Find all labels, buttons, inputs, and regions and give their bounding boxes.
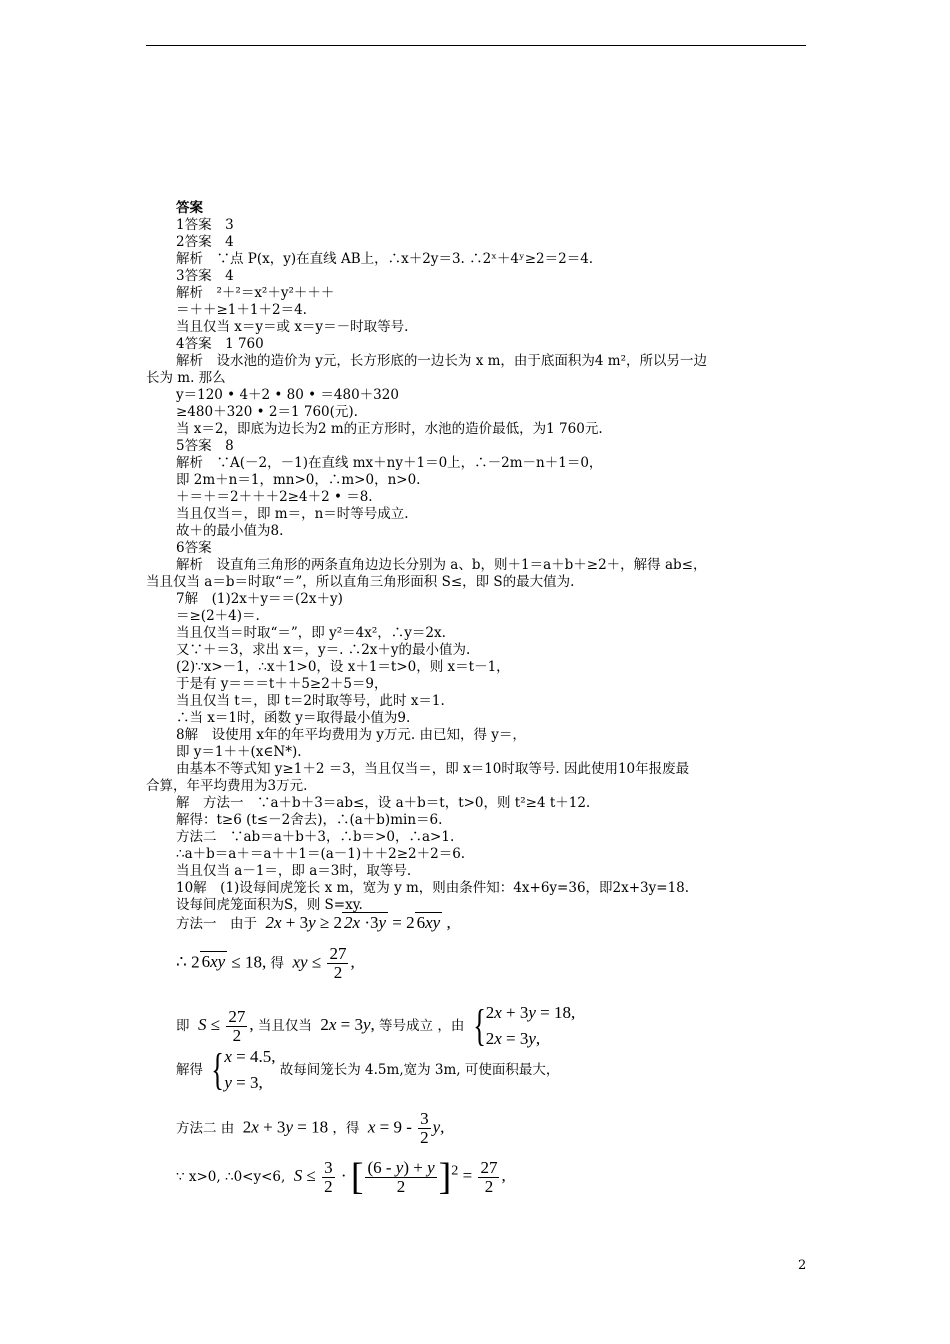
text-line: 2答案 4 (176, 234, 234, 250)
text-line: ≥480＋320 • 2＝1 760(元). (176, 404, 358, 420)
math-final: ∵ x>0, ∴0<y<6, S ≤ $\frac{3}{2}$ · [ $\frac{(6 - y) + y}{2}$ ]$^2$ = $\frac{27}{2}$ , (176, 1156, 506, 1198)
text-line: 解析 ∵点 P(x，y)在直线 AB上，∴x＋2y＝3. ∴2ˣ＋4ʸ≥2＝2＝4. (176, 251, 594, 267)
text-line: 5答案 8 (176, 438, 234, 454)
text-line: ＝＋＋≥1＋1＋2＝4. (176, 302, 307, 318)
text-line: ＝≥(2＋4)＝. (176, 608, 260, 624)
text-line: 7解 (1)2x＋y＝＝(2x＋y) (176, 591, 343, 607)
header-rule (146, 45, 806, 46)
text-line: 3答案 4 (176, 268, 234, 284)
answer-heading: 答案 (176, 200, 203, 216)
text-line: 当且仅当 t＝，即 t＝2时取等号，此时 x＝1. (176, 693, 445, 709)
text-line: 4答案 1 760 (176, 336, 264, 352)
text-line: 6答案 (176, 540, 212, 556)
text-line: 当 x＝2，即底为边长为2 m的正方形时，水池的造价最低，为1 760元. (176, 421, 603, 437)
math-method2: 方法二 由 2x + 3y = 18 ，得 x = 9 - $\frac{3}{2}$ y, (176, 1109, 445, 1147)
text-line: 10解 (1)设每间虎笼长 x m，宽为 y m，则由条件知：4x+6y=36，即2x+3y=18. (176, 880, 690, 896)
text-line: 8解 设使用 x年的年平均费用为 y万元. 由已知，得 y＝， (176, 727, 526, 743)
text-line: 由基本不等式知 y≥1＋2 ＝3，当且仅当＝，即 x＝10时取等号. 因此使用10年报废最 (176, 761, 690, 777)
math-therefore: ∴ 2 6xy ≤ 18, 得 xy ≤ $\frac{27}{2}$ , (176, 944, 355, 982)
math-label: 得 (270, 955, 285, 972)
text-line: 解析 ²＋²＝x²＋y²＋＋＋ (176, 285, 335, 301)
math-label: ，得 (332, 1120, 360, 1137)
text-line: ＋＝＋＝2＋＋＋2≥4＋2 • ＝8. (176, 489, 373, 505)
text-line: 解析 ∵A(－2，－1)在直线 mx＋ny＋1＝0上，∴－2m－n＋1＝0， (176, 455, 603, 471)
text-line: 当且仅当 a－1＝，即 a＝3时，取等号. (176, 863, 412, 879)
math-label: 当且仅当 (257, 1017, 312, 1034)
text-line: 解析 设水池的造价为 y元，长方形底的一边长为 x m，由于底面积为4 m²，所以另一边 (176, 353, 708, 369)
text-line: 当且仅当＝时取“＝”，即 y²＝4x²，∴y＝2x. (176, 625, 446, 641)
text-line: 解析 设直角三角形的两条直角边边长分别为 a、b，则＋1＝a＋b＋≥2＋，解得 ab≤， (176, 557, 707, 573)
text-line: 解 方法一 ∵a＋b＋3＝ab≤，设 a＋b＝t，t>0，则 t²≥4 t＋12. (176, 795, 591, 811)
text-line: 当且仅当 a＝b＝时取“＝”，所以直角三角形面积 S≤，即 S的最大值为. (146, 574, 575, 590)
text-line: 长为 m. 那么 (146, 370, 226, 386)
text-line: (2)∵x>－1，∴x＋1>0，设 x＋1＝t>0，则 x＝t－1， (176, 659, 510, 675)
math-label: ∵ x>0, ∴0<y<6, (176, 1168, 286, 1185)
text-line: 故＋的最小值为8. (176, 523, 284, 539)
math-label: 解得 (176, 1061, 203, 1078)
text-line: y＝120 • 4＋2 • 80 • ＝480＋320 (176, 387, 399, 403)
text-line: ∴当 x＝1时，函数 y＝取得最小值为9. (176, 710, 411, 726)
text-line: 解得：t≥6 (t≤－2舍去)，∴(a＋b)min＝6. (176, 812, 443, 828)
text-line: 方法二 ∵ab＝a＋b＋3，∴b＝>0，∴a>1. (176, 829, 455, 845)
text-line: 当且仅当＝，即 m＝，n＝时等号成立. (176, 506, 409, 522)
text-line: 又∵＋＝3，求出 x＝，y＝. ∴2x＋y的最小值为. (176, 642, 471, 658)
text-line: 于是有 y＝＝＝t＋＋5≥2＋5＝9， (176, 676, 388, 692)
math-label: 即 (176, 1017, 190, 1034)
math-label: 故每间笼长为 4.5m,宽为 3m, 可使面积最大， (279, 1061, 560, 1078)
text-line: 当且仅当 x＝y＝或 x＝y＝－时取等号. (176, 319, 409, 335)
math-label: 等号成立 ，由 (379, 1017, 465, 1034)
text-line: 设每间虎笼面积为S，则 S=xy. (176, 897, 363, 913)
therefore-symbol: ∴ (176, 952, 187, 972)
text-line: 合算，年平均费用为3万元. (146, 778, 308, 794)
math-label: 方法二 由 (176, 1120, 235, 1137)
text-line: ∴a＋b＝a＋＝a＋＋1＝(a－1)＋＋2≥2＋2＝6. (176, 846, 466, 862)
text-line: 1答案 3 (176, 217, 234, 233)
text-line: 即 2m＋n＝1，mn>0，∴m>0，n>0. (176, 472, 421, 488)
page-number: 2 (798, 1258, 807, 1273)
math-label: 方法一 由于 (176, 916, 257, 932)
text-line: 即 y＝1＋＋(x∈N*). (176, 744, 302, 760)
math-method1: 方法一 由于 2x + 3y ≥ 2 2x ·3y = 2 6xy , (176, 913, 451, 932)
math-solution: 解得 {x = 4.5, y = 3, 故每间笼长为 4.5m,宽为 3m, 可使面积最大， (176, 1045, 560, 1094)
math-result: 即 S ≤ $\frac{27}{2}$ , 当且仅当 2x = 3y, 等号成立 ，由 {2x + 3y = 18, 2x = 3y, (176, 1001, 576, 1050)
